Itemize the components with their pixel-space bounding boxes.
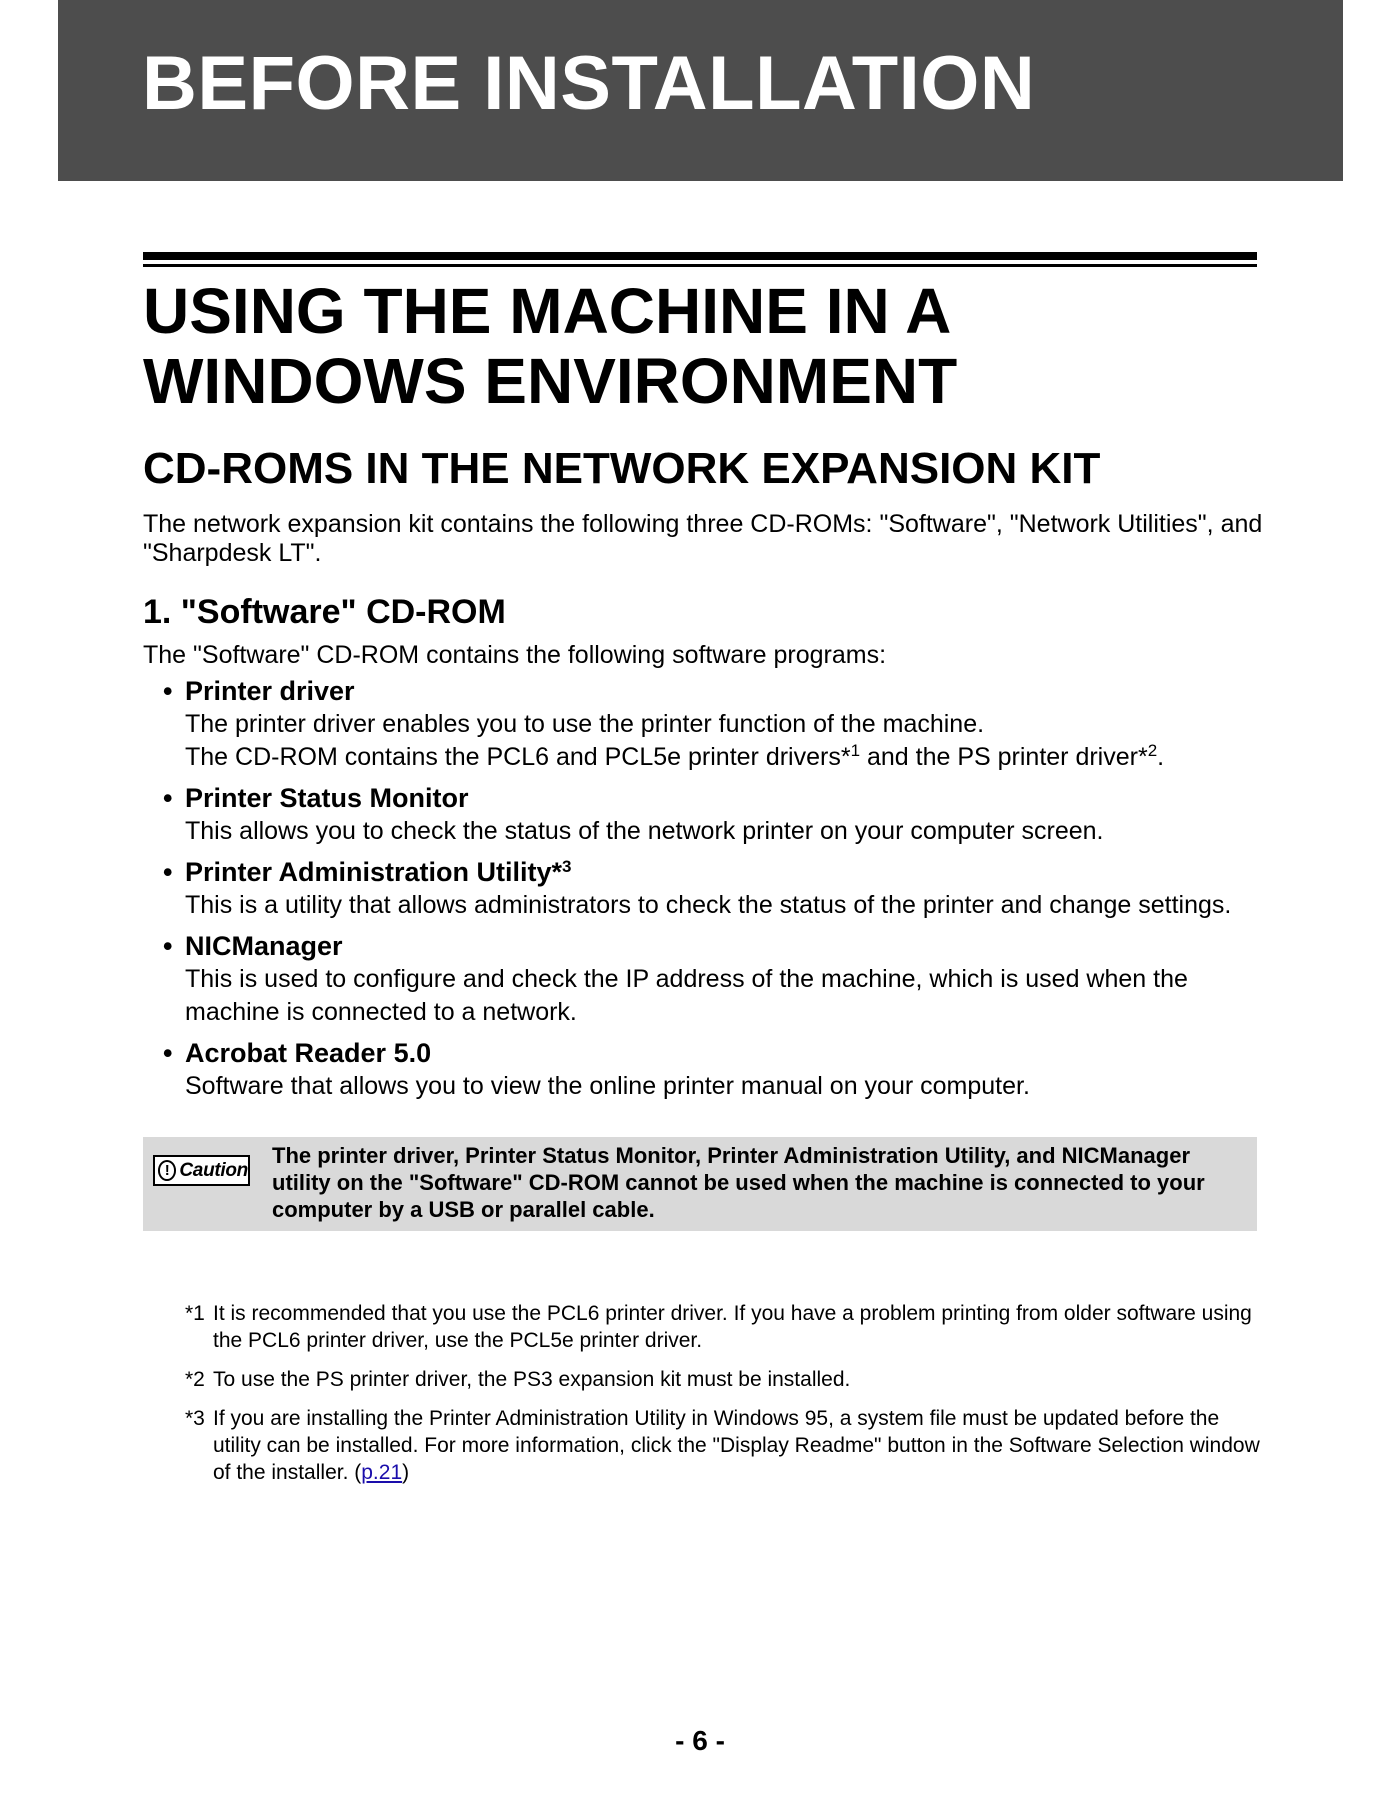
program-item-nicmanager [163, 930, 1263, 1029]
program-desc: The CD-ROM contains the PCL6 and PCL5e printer drivers*$^1$ and the PS printer driver*$^2$. [185, 741, 1165, 771]
page-number: - 6 - [675, 1725, 725, 1756]
title-rule-thick [143, 252, 1257, 260]
title-rule-thin [143, 264, 1257, 267]
program-list [163, 675, 1263, 1111]
footnote-list [185, 1300, 1265, 1498]
section-title: CD-ROMS IN THE NETWORK EXPANSION KIT [143, 444, 1101, 493]
section-intro: The network expansion kit contains the following three CD-ROMs: "Software", "Network Utilities", and "Sharpdesk LT". [143, 510, 1263, 567]
program-item-printer-driver [163, 675, 1263, 774]
exclamation-icon: ! [158, 1160, 176, 1181]
footnote-mark: *1 [185, 1302, 205, 1325]
footnote-item [185, 1366, 1265, 1393]
page-link[interactable]: p.21 [361, 1461, 403, 1484]
bullet-icon: • [163, 931, 173, 961]
footnote-ref: 1 [850, 741, 861, 760]
bullet-icon: • [163, 857, 173, 887]
caution-badge [153, 1155, 250, 1186]
program-item-admin-utility [163, 856, 1263, 922]
footnote-mark: *2 [185, 1368, 205, 1391]
software-cd-intro: The "Software" CD-ROM contains the following software programs: [143, 641, 887, 669]
caution-text: The printer driver, Printer Status Monitor, Printer Administration Utility, and NICManager utility on the "Software" CD-ROM cannot be used when the machine is connected to your computer by a USB or parallel cable. [272, 1143, 1205, 1222]
page-title [143, 276, 957, 416]
program-name: Printer Administration Utility*$^3$ [185, 857, 572, 887]
program-item-acrobat-reader [163, 1037, 1263, 1103]
footnote-text: It is recommended that you use the PCL6 printer driver. If you have a problem printing from older software using the PCL6 printer driver, use the PCL5e printer driver. [213, 1302, 1252, 1352]
program-name: Printer driver [185, 676, 355, 706]
program-desc: The printer driver enables you to use the printer function of the machine. [185, 710, 985, 738]
footnote-item [185, 1300, 1265, 1354]
chapter-title: BEFORE INSTALLATION [142, 41, 1036, 126]
bullet-icon: • [163, 1038, 173, 1068]
bullet-icon: • [163, 676, 173, 706]
program-item-status-monitor [163, 782, 1263, 848]
footnote-item [185, 1405, 1265, 1486]
program-name: Printer Status Monitor [185, 783, 469, 813]
program-desc: This is a utility that allows administrators to check the status of the printer and change settings. [185, 891, 1232, 919]
footnote-text: If you are installing the Printer Administration Utility in Windows 95, a system file must be updated before the utility can be installed. For more information, click the "Display Readme" button in the Software Selection window of the installer. (p.21) [213, 1407, 1260, 1484]
software-cd-title: 1. "Software" CD-ROM [143, 593, 506, 631]
bullet-icon: • [163, 783, 173, 813]
program-name: NICManager [185, 931, 343, 961]
chapter-banner [58, 0, 1343, 181]
page-title-line-1: USING THE MACHINE IN A [143, 275, 952, 347]
footnote-mark: *3 [185, 1407, 205, 1430]
footnote-ref: 3 [562, 857, 572, 876]
caution-label: Caution [179, 1159, 248, 1181]
program-desc: This is used to configure and check the IP address of the machine, which is used when the machine is connected to a network. [185, 965, 1188, 1026]
footnote-text: To use the PS printer driver, the PS3 expansion kit must be installed. [213, 1368, 851, 1391]
program-desc: Software that allows you to view the online printer manual on your computer. [185, 1072, 1030, 1100]
caution-box [143, 1137, 1257, 1231]
program-desc: This allows you to check the status of the network printer on your computer screen. [185, 817, 1104, 845]
page-title-line-2: WINDOWS ENVIRONMENT [143, 345, 958, 417]
footnote-ref: 2 [1147, 741, 1158, 760]
program-name: Acrobat Reader 5.0 [185, 1038, 432, 1068]
